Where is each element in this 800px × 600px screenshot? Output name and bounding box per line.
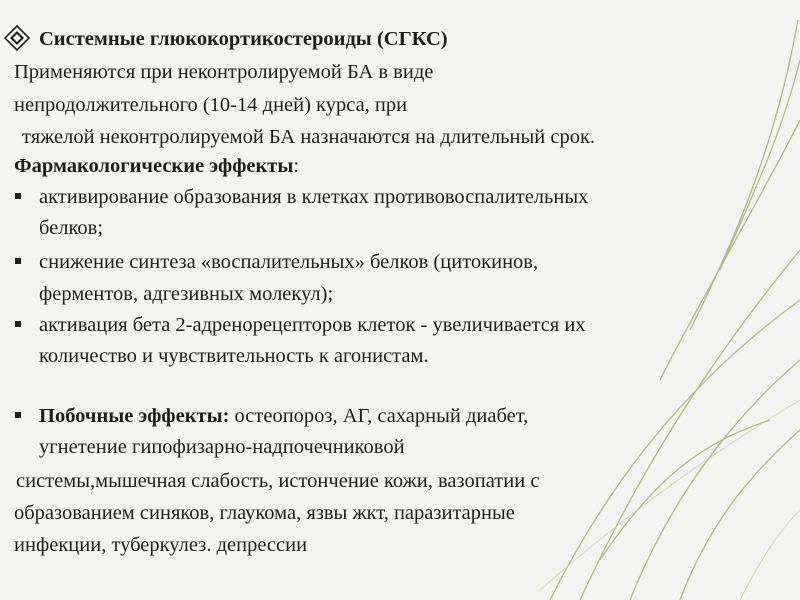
- slide-title: Системные глюкокортикостероиды (СГКС): [39, 28, 448, 50]
- effects-heading-colon: :: [293, 155, 300, 177]
- square-bullet-icon: [15, 193, 21, 199]
- effect-2-line-2: ферментов, адгезивных молекул);: [39, 283, 334, 305]
- square-bullet-icon: [15, 321, 21, 327]
- side-effects-line-1: [39, 406, 528, 427]
- effect-3-line-1: активация бета 2-адренорецепторов клеток - увеличивается их: [39, 314, 586, 336]
- effect-1-line-1: активирование образования в клетках противовоспалительных: [39, 186, 589, 208]
- side-effects-label: Побочные эффекты:: [39, 405, 230, 427]
- diamond-bullet-icon: [3, 24, 31, 52]
- square-bullet-icon: [15, 258, 21, 264]
- side-effects-line-4: образованием синяков, глаукома, язвы жкт, паразитарные: [14, 502, 515, 524]
- effects-heading-label: Фармакологические эффекты: [14, 155, 294, 177]
- effect-1-line-2: белков;: [39, 217, 104, 239]
- effect-3-line-2: количество и чувствительность к агонистам.: [39, 345, 429, 367]
- effect-2-line-1: снижение синтеза «воспалительных» белков (цитокинов,: [39, 251, 539, 273]
- side-effects-line-2: угнетение гипофизарно-надпочечниковой: [39, 436, 405, 458]
- side-effects-text: остеопороз, АГ, сахарный диабет,: [229, 405, 529, 427]
- effects-heading: [14, 156, 299, 177]
- square-bullet-icon: [15, 412, 21, 418]
- side-effects-line-3: системы,мышечная слабость, истончение кожи, вазопатии с: [16, 470, 540, 492]
- intro-line-2: непродолжительного (10-14 дней) курса, при: [14, 94, 408, 116]
- side-effects-line-5: инфекции, туберкулез. депрессии: [14, 534, 308, 556]
- intro-line-1: Применяются при неконтролируемой БА в виде: [14, 61, 434, 83]
- intro-line-3: тяжелой неконтролируемой БА назначаются на длительный срок.: [22, 126, 596, 148]
